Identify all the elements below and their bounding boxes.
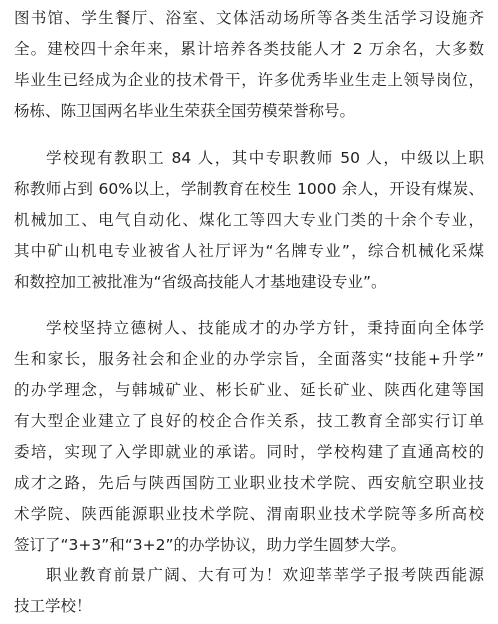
text-line: 称教师占到 60%以上，学制教育在校生 1000 余人，开设有煤炭、 xyxy=(14,180,484,198)
text-line: 和数控加工被批准为“省级高技能人才基地建设专业”。 xyxy=(14,273,387,291)
text-line: 全。建校四十余年来，累计培养各类技能人才 2 万余名，大多数 xyxy=(14,40,484,58)
text-line: 委培，实现了入学即就业的承诺。同时，学校构建了直通高校的 xyxy=(14,443,484,461)
text-line: 杨栋、陈卫国两名毕业生荣获全国劳模荣誉称号。 xyxy=(14,102,356,120)
text-line: 术学院、陕西能源职业技术学院、渭南职业技术学院等多所高校 xyxy=(14,505,484,523)
text-line: 的办学理念，与韩城矿业、彬长矿业、延长矿业、陕西化建等国 xyxy=(14,381,484,399)
text-line: 技工学校！ xyxy=(14,597,92,615)
text-line: 其中矿山机电专业被省人社厅评为“名牌专业”，综合机械化采煤 xyxy=(14,242,484,260)
text-line: 生和家长，服务社会和企业的办学宗旨，全面落实“技能+升学” xyxy=(14,350,484,368)
text-line: 签订了“3+3”和“3+2”的办学协议，助力学生圆梦大学。 xyxy=(14,536,407,554)
text-line: 机械加工、电气自动化、煤化工等四大专业门类的十余个专业， xyxy=(14,211,484,229)
text-line: 图书馆、学生餐厅、浴室、文体活动场所等各类生活学习设施齐 xyxy=(14,9,484,27)
text-line: 毕业生已经成为企业的技术骨干，许多优秀毕业生走上领导岗位， xyxy=(14,71,484,89)
text-line: 成才之路，先后与陕西国防工业职业技术学院、西安航空职业技 xyxy=(14,474,484,492)
text-line: 职业教育前景广阔、大有可为！欢迎莘莘学子报考陕西能源 xyxy=(46,566,484,584)
text-line: 学校现有教职工 84 人，其中专职教师 50 人，中级以上职 xyxy=(46,149,484,167)
text-line: 有大型企业建立了良好的校企合作关系，技工教育全部实行订单 xyxy=(14,412,484,430)
text-line: 学校坚持立德树人、技能成才的办学方针，秉持面向全体学 xyxy=(46,319,484,337)
